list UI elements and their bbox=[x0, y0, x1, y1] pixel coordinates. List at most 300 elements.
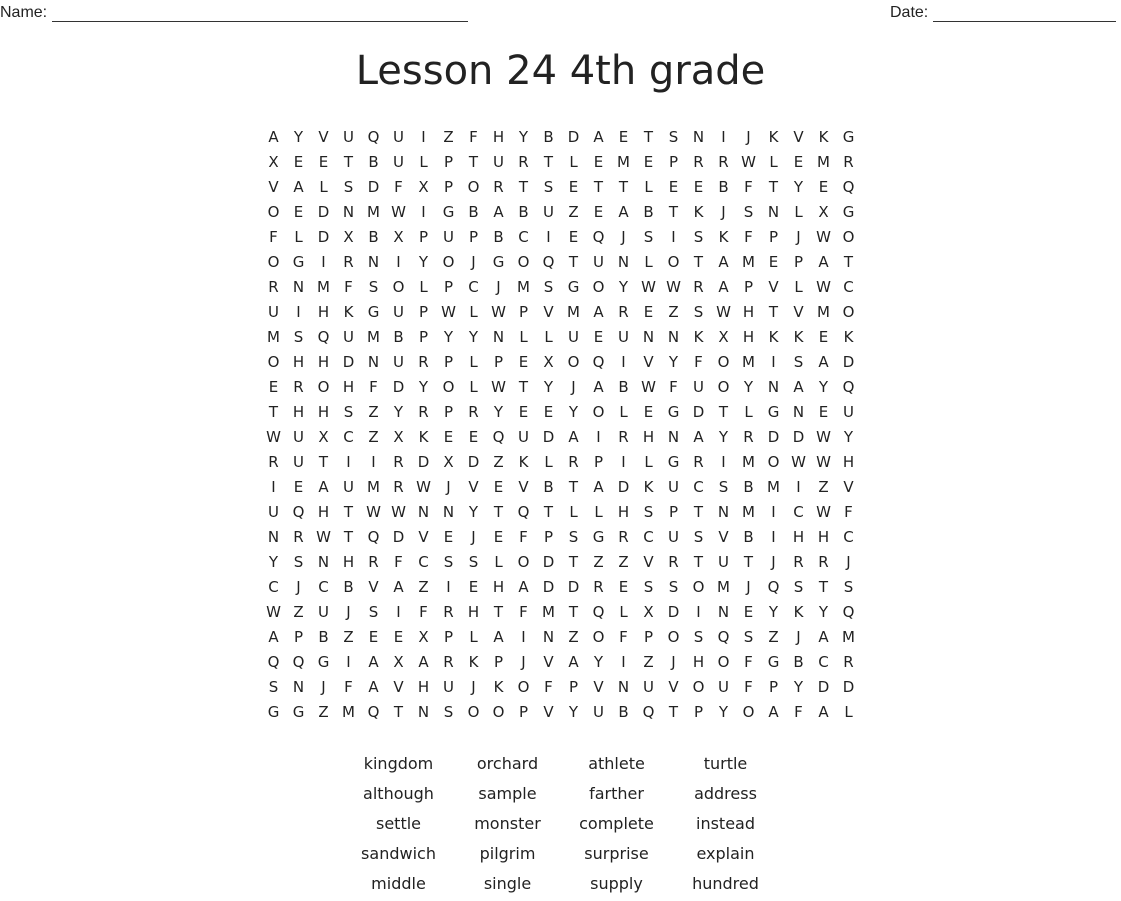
grid-letter: L bbox=[644, 453, 653, 471]
grid-letter: A bbox=[593, 303, 604, 321]
grid-letter: W bbox=[816, 278, 831, 296]
grid-row bbox=[261, 675, 861, 700]
grid-letter: K bbox=[693, 328, 704, 346]
grid-letter: D bbox=[392, 378, 405, 396]
grid-letter: L bbox=[619, 403, 628, 421]
grid-letter: E bbox=[643, 303, 654, 321]
grid-row bbox=[261, 325, 861, 350]
grid-letter: C bbox=[268, 578, 279, 596]
grid-letter: V bbox=[768, 278, 779, 296]
grid-letter: E bbox=[568, 178, 579, 196]
grid-letter: V bbox=[393, 678, 404, 696]
word-item: complete bbox=[579, 814, 654, 833]
grid-letter: U bbox=[618, 328, 629, 346]
grid-letter: T bbox=[593, 178, 604, 196]
grid-row bbox=[261, 450, 861, 475]
grid-letter: E bbox=[668, 178, 679, 196]
grid-letter: D bbox=[842, 678, 855, 696]
grid-letter: C bbox=[418, 553, 429, 571]
grid-letter: J bbox=[571, 378, 576, 396]
grid-letter: P bbox=[443, 353, 454, 371]
grid-letter: T bbox=[568, 553, 579, 571]
grid-letter: X bbox=[443, 453, 454, 471]
grid-letter: E bbox=[543, 403, 554, 421]
grid-letter: E bbox=[643, 403, 654, 421]
grid-letter: I bbox=[671, 228, 676, 246]
word-item: surprise bbox=[584, 844, 649, 863]
grid-letter: M bbox=[567, 303, 580, 321]
grid-letter: B bbox=[518, 203, 529, 221]
grid-letter: G bbox=[842, 128, 855, 146]
grid-letter: W bbox=[491, 378, 506, 396]
grid-letter: E bbox=[443, 528, 454, 546]
grid-letter: X bbox=[643, 603, 654, 621]
grid-letter: Z bbox=[618, 553, 629, 571]
grid-letter: M bbox=[367, 203, 380, 221]
grid-letter: V bbox=[793, 128, 804, 146]
grid-letter: A bbox=[618, 203, 629, 221]
grid-letter: O bbox=[667, 253, 680, 271]
grid-letter: W bbox=[316, 528, 331, 546]
grid-letter: P bbox=[468, 228, 479, 246]
grid-letter: I bbox=[396, 603, 401, 621]
grid-letter: D bbox=[542, 428, 555, 446]
grid-letter: M bbox=[317, 278, 330, 296]
grid-row bbox=[261, 425, 861, 450]
grid-letter: H bbox=[492, 578, 505, 596]
grid-letter: P bbox=[493, 653, 504, 671]
grid-letter: R bbox=[693, 153, 704, 171]
grid-letter: A bbox=[318, 478, 329, 496]
grid-letter: A bbox=[368, 653, 379, 671]
grid-letter: Y bbox=[418, 253, 429, 271]
grid-letter: A bbox=[568, 428, 579, 446]
grid-letter: I bbox=[396, 253, 401, 271]
grid-letter: U bbox=[568, 328, 579, 346]
grid-letter: V bbox=[268, 178, 279, 196]
grid-letter: P bbox=[768, 678, 779, 696]
grid-letter: E bbox=[593, 203, 604, 221]
grid-letter: T bbox=[518, 178, 529, 196]
grid-letter: L bbox=[619, 603, 628, 621]
grid-letter: U bbox=[293, 428, 304, 446]
grid-letter: M bbox=[367, 478, 380, 496]
grid-letter: U bbox=[843, 403, 854, 421]
grid-letter: W bbox=[491, 303, 506, 321]
word-list-row bbox=[344, 841, 780, 871]
grid-letter: W bbox=[366, 503, 381, 521]
grid-letter: W bbox=[266, 428, 281, 446]
grid-letter: R bbox=[493, 178, 504, 196]
grid-letter: S bbox=[368, 278, 379, 296]
grid-letter: J bbox=[471, 253, 476, 271]
grid-letter: P bbox=[443, 278, 454, 296]
grid-letter: W bbox=[266, 603, 281, 621]
grid-letter: Y bbox=[718, 703, 729, 721]
grid-letter: R bbox=[718, 153, 729, 171]
grid-letter: T bbox=[568, 253, 579, 271]
page-title: Lesson 24 4th grade bbox=[355, 48, 766, 94]
grid-row bbox=[261, 225, 861, 250]
grid-letter: S bbox=[793, 353, 804, 371]
grid-letter: N bbox=[667, 428, 680, 446]
grid-letter: O bbox=[842, 303, 855, 321]
grid-letter: P bbox=[768, 228, 779, 246]
grid-letter: Y bbox=[668, 353, 679, 371]
grid-letter: R bbox=[793, 553, 804, 571]
grid-letter: W bbox=[441, 303, 456, 321]
grid-letter: O bbox=[842, 228, 855, 246]
name-blank-line[interactable] bbox=[52, 5, 468, 22]
grid-letter: H bbox=[842, 453, 855, 471]
grid-letter: B bbox=[743, 478, 754, 496]
grid-letter: D bbox=[417, 453, 430, 471]
grid-letter: S bbox=[718, 478, 729, 496]
grid-letter: J bbox=[746, 128, 751, 146]
grid-letter: Y bbox=[418, 378, 429, 396]
grid-letter: W bbox=[816, 428, 831, 446]
grid-letter: A bbox=[568, 653, 579, 671]
grid-letter: I bbox=[696, 603, 701, 621]
grid-letter: C bbox=[793, 503, 804, 521]
grid-letter: A bbox=[393, 578, 404, 596]
grid-letter: Y bbox=[593, 653, 604, 671]
grid-letter: R bbox=[668, 553, 679, 571]
grid-letter: L bbox=[469, 378, 478, 396]
grid-letter: E bbox=[443, 428, 454, 446]
grid-letter: F bbox=[794, 703, 803, 721]
grid-letter: P bbox=[518, 303, 529, 321]
grid-letter: A bbox=[418, 653, 429, 671]
grid-letter: Q bbox=[267, 653, 280, 671]
grid-letter: V bbox=[318, 128, 329, 146]
grid-letter: W bbox=[641, 378, 656, 396]
grid-letter: A bbox=[593, 128, 604, 146]
grid-letter: K bbox=[718, 228, 729, 246]
grid-letter: R bbox=[468, 403, 479, 421]
date-label: Date: bbox=[890, 4, 929, 21]
grid-letter: C bbox=[843, 528, 854, 546]
grid-letter: R bbox=[268, 278, 279, 296]
grid-letter: G bbox=[442, 203, 455, 221]
grid-letter: N bbox=[717, 603, 730, 621]
grid-letter: Y bbox=[568, 703, 579, 721]
grid-letter: F bbox=[619, 628, 628, 646]
grid-letter: S bbox=[693, 228, 704, 246]
grid-letter: R bbox=[393, 453, 404, 471]
grid-letter: U bbox=[668, 528, 679, 546]
grid-letter: P bbox=[443, 403, 454, 421]
grid-letter: O bbox=[517, 253, 530, 271]
grid-letter: G bbox=[492, 253, 505, 271]
grid-letter: D bbox=[617, 478, 630, 496]
grid-letter: Y bbox=[843, 428, 854, 446]
grid-letter: Q bbox=[842, 603, 855, 621]
grid-letter: V bbox=[643, 553, 654, 571]
grid-letter: P bbox=[743, 278, 754, 296]
grid-letter: M bbox=[542, 603, 555, 621]
grid-letter: Y bbox=[568, 403, 579, 421]
grid-row bbox=[261, 250, 861, 275]
word-list-row bbox=[344, 811, 780, 841]
grid-letter: G bbox=[292, 253, 305, 271]
grid-letter: U bbox=[393, 128, 404, 146]
grid-letter: M bbox=[742, 353, 755, 371]
grid-letter: N bbox=[317, 553, 330, 571]
grid-letter: P bbox=[518, 703, 529, 721]
grid-letter: Y bbox=[518, 128, 529, 146]
grid-row bbox=[261, 525, 861, 550]
grid-letter: E bbox=[518, 403, 529, 421]
grid-letter: L bbox=[469, 628, 478, 646]
grid-letter: A bbox=[693, 428, 704, 446]
grid-letter: H bbox=[342, 378, 355, 396]
grid-letter: V bbox=[518, 478, 529, 496]
grid-letter: R bbox=[368, 553, 379, 571]
grid-letter: E bbox=[368, 628, 379, 646]
grid-letter: Z bbox=[568, 203, 579, 221]
grid-letter: E bbox=[593, 328, 604, 346]
grid-letter: K bbox=[693, 203, 704, 221]
grid-letter: L bbox=[469, 353, 478, 371]
grid-letter: D bbox=[817, 678, 830, 696]
grid-letter: P bbox=[593, 453, 604, 471]
grid-letter: T bbox=[543, 503, 554, 521]
name-field[interactable] bbox=[0, 4, 468, 22]
grid-letter: F bbox=[469, 128, 478, 146]
grid-letter: K bbox=[418, 428, 429, 446]
grid-letter: E bbox=[493, 478, 504, 496]
grid-letter: G bbox=[842, 203, 855, 221]
grid-letter: P bbox=[643, 628, 654, 646]
date-blank-line[interactable] bbox=[933, 5, 1116, 22]
grid-letter: Q bbox=[642, 703, 655, 721]
grid-letter: J bbox=[296, 578, 301, 596]
grid-row bbox=[261, 625, 861, 650]
grid-letter: L bbox=[319, 178, 328, 196]
grid-letter: T bbox=[668, 703, 679, 721]
grid-letter: R bbox=[693, 278, 704, 296]
grid-letter: U bbox=[393, 353, 404, 371]
grid-letter: Z bbox=[318, 703, 329, 721]
grid-letter: J bbox=[471, 678, 476, 696]
grid-letter: S bbox=[693, 528, 704, 546]
grid-letter: S bbox=[643, 228, 654, 246]
grid-letter: D bbox=[317, 203, 330, 221]
word-list-row bbox=[344, 751, 780, 781]
grid-letter: E bbox=[293, 478, 304, 496]
grid-letter: U bbox=[443, 228, 454, 246]
grid-letter: O bbox=[767, 453, 780, 471]
grid-letter: R bbox=[418, 353, 429, 371]
grid-letter: O bbox=[517, 553, 530, 571]
grid-letter: S bbox=[668, 578, 679, 596]
grid-letter: J bbox=[346, 603, 351, 621]
grid-letter: Q bbox=[717, 628, 730, 646]
grid-letter: E bbox=[743, 603, 754, 621]
grid-letter: K bbox=[818, 128, 829, 146]
grid-letter: P bbox=[693, 703, 704, 721]
grid-letter: H bbox=[617, 503, 630, 521]
grid-letter: E bbox=[393, 628, 404, 646]
grid-letter: T bbox=[843, 253, 854, 271]
grid-letter: E bbox=[268, 378, 279, 396]
grid-letter: S bbox=[343, 178, 354, 196]
grid-letter: Z bbox=[768, 628, 779, 646]
grid-letter: Z bbox=[343, 628, 354, 646]
grid-letter: L bbox=[469, 303, 478, 321]
grid-letter: E bbox=[818, 178, 829, 196]
grid-letter: Y bbox=[443, 328, 454, 346]
grid-letter: J bbox=[521, 653, 526, 671]
grid-letter: T bbox=[618, 178, 629, 196]
date-field[interactable] bbox=[890, 4, 1116, 22]
grid-letter: S bbox=[843, 578, 854, 596]
name-label: Name: bbox=[0, 4, 48, 21]
grid-letter: B bbox=[618, 703, 629, 721]
grid-letter: T bbox=[318, 453, 329, 471]
grid-letter: X bbox=[718, 328, 729, 346]
grid-letter: O bbox=[517, 678, 530, 696]
grid-letter: O bbox=[317, 378, 330, 396]
word-item: sample bbox=[478, 784, 537, 803]
grid-letter: T bbox=[568, 603, 579, 621]
grid-letter: K bbox=[793, 328, 804, 346]
grid-letter: U bbox=[693, 378, 704, 396]
grid-letter: G bbox=[367, 303, 380, 321]
grid-letter: L bbox=[569, 503, 578, 521]
grid-letter: I bbox=[621, 653, 626, 671]
grid-letter: X bbox=[543, 353, 554, 371]
grid-letter: A bbox=[293, 178, 304, 196]
grid-letter: D bbox=[367, 178, 380, 196]
grid-letter: K bbox=[793, 603, 804, 621]
grid-letter: R bbox=[843, 153, 854, 171]
grid-letter: L bbox=[544, 328, 553, 346]
grid-letter: Q bbox=[367, 528, 380, 546]
grid-letter: F bbox=[369, 378, 378, 396]
grid-letter: O bbox=[717, 378, 730, 396]
grid-letter: V bbox=[418, 528, 429, 546]
grid-letter: J bbox=[721, 203, 726, 221]
grid-letter: N bbox=[767, 203, 780, 221]
word-item: supply bbox=[590, 874, 643, 893]
grid-letter: B bbox=[543, 128, 554, 146]
grid-letter: Q bbox=[842, 378, 855, 396]
grid-letter: W bbox=[741, 153, 756, 171]
grid-letter: B bbox=[543, 478, 554, 496]
grid-letter: W bbox=[391, 203, 406, 221]
grid-letter: O bbox=[717, 653, 730, 671]
grid-letter: A bbox=[268, 128, 279, 146]
grid-row bbox=[261, 400, 861, 425]
grid-letter: E bbox=[468, 428, 479, 446]
grid-letter: K bbox=[768, 328, 779, 346]
grid-letter: A bbox=[768, 703, 779, 721]
grid-letter: Q bbox=[767, 578, 780, 596]
grid-letter: W bbox=[641, 278, 656, 296]
grid-letter: S bbox=[668, 128, 679, 146]
grid-letter: D bbox=[317, 228, 330, 246]
grid-letter: V bbox=[468, 478, 479, 496]
grid-letter: D bbox=[567, 578, 580, 596]
grid-letter: T bbox=[468, 153, 479, 171]
grid-letter: R bbox=[818, 553, 829, 571]
grid-letter: V bbox=[843, 478, 854, 496]
grid-letter: X bbox=[318, 428, 329, 446]
grid-letter: P bbox=[418, 303, 429, 321]
grid-letter: V bbox=[543, 703, 554, 721]
grid-letter: J bbox=[846, 553, 851, 571]
grid-letter: E bbox=[518, 353, 529, 371]
grid-letter: F bbox=[744, 228, 753, 246]
grid-letter: E bbox=[618, 128, 629, 146]
grid-letter: B bbox=[343, 578, 354, 596]
grid-letter: I bbox=[421, 128, 426, 146]
grid-letter: F bbox=[394, 553, 403, 571]
grid-letter: K bbox=[493, 678, 504, 696]
grid-letter: A bbox=[268, 628, 279, 646]
grid-letter: O bbox=[267, 353, 280, 371]
grid-letter: X bbox=[343, 228, 354, 246]
grid-letter: O bbox=[467, 178, 480, 196]
grid-letter: N bbox=[642, 328, 655, 346]
grid-letter: S bbox=[368, 603, 379, 621]
grid-letter: C bbox=[843, 278, 854, 296]
grid-letter: F bbox=[669, 378, 678, 396]
grid-letter: N bbox=[417, 703, 430, 721]
grid-letter: A bbox=[593, 478, 604, 496]
grid-letter: J bbox=[321, 678, 326, 696]
grid-letter: V bbox=[668, 678, 679, 696]
grid-letter: T bbox=[693, 253, 704, 271]
grid-letter: J bbox=[796, 228, 801, 246]
grid-letter: L bbox=[794, 203, 803, 221]
grid-letter: U bbox=[643, 678, 654, 696]
grid-letter: C bbox=[818, 653, 829, 671]
grid-letter: M bbox=[342, 703, 355, 721]
grid-letter: R bbox=[268, 453, 279, 471]
grid-letter: B bbox=[793, 653, 804, 671]
grid-letter: J bbox=[771, 553, 776, 571]
grid-letter: F bbox=[744, 178, 753, 196]
grid-letter: H bbox=[292, 403, 305, 421]
grid-letter: A bbox=[493, 203, 504, 221]
grid-letter: G bbox=[767, 403, 780, 421]
grid-letter: W bbox=[816, 453, 831, 471]
grid-letter: J bbox=[671, 653, 676, 671]
grid-letter: Z bbox=[568, 628, 579, 646]
grid-letter: S bbox=[268, 678, 279, 696]
grid-letter: Z bbox=[493, 453, 504, 471]
grid-letter: S bbox=[443, 703, 454, 721]
grid-letter: O bbox=[492, 703, 505, 721]
grid-letter: U bbox=[343, 478, 354, 496]
grid-letter: W bbox=[391, 503, 406, 521]
grid-letter: A bbox=[718, 253, 729, 271]
grid-letter: W bbox=[416, 478, 431, 496]
grid-letter: I bbox=[346, 653, 351, 671]
grid-letter: U bbox=[268, 303, 279, 321]
letter-grid bbox=[261, 125, 861, 725]
grid-letter: R bbox=[843, 653, 854, 671]
grid-letter: V bbox=[368, 578, 379, 596]
grid-letter: X bbox=[393, 228, 404, 246]
grid-letter: Y bbox=[268, 553, 279, 571]
word-list-row bbox=[344, 781, 780, 811]
grid-letter: N bbox=[617, 678, 630, 696]
grid-letter: H bbox=[292, 353, 305, 371]
